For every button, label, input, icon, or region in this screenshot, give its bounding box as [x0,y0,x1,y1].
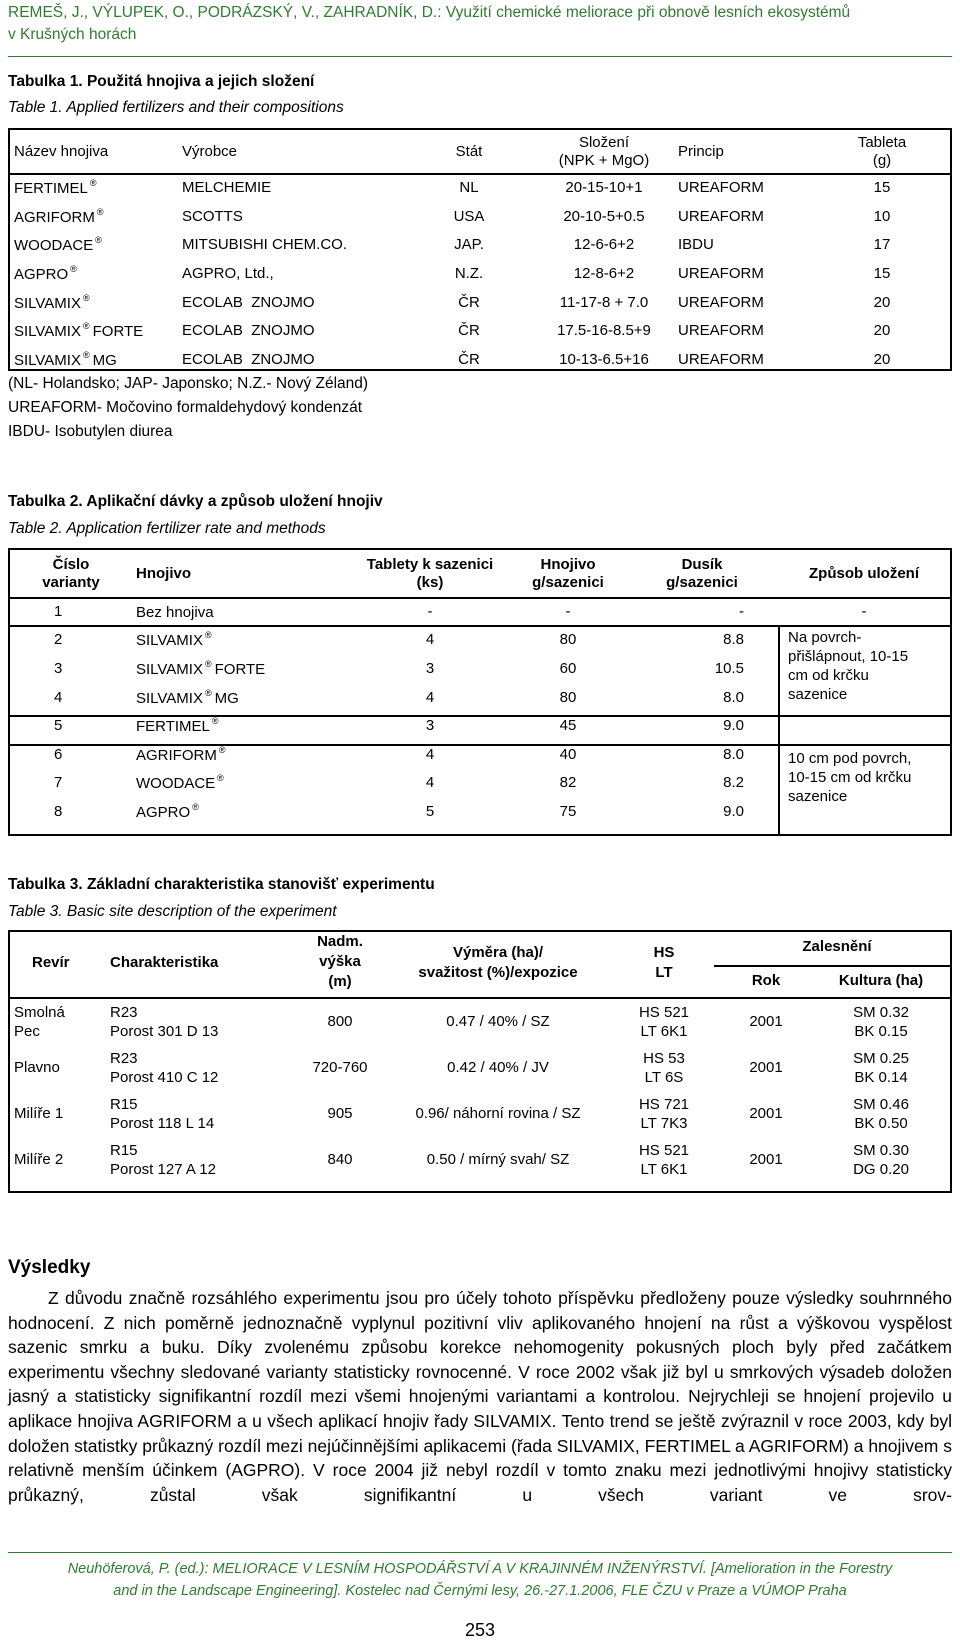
t2-head-nitrogen-l2: g/sazenici [666,573,738,591]
t1-head-composition-l1: Složení [578,133,630,151]
table-row [8,1045,952,1091]
t3-cell-culture-l1: SM 0.30 [853,1142,909,1159]
t2-cell-no: 2 [54,631,63,649]
running-header [8,2,952,46]
t3-head-hs-l1: HS [653,944,675,961]
t3-cell-characteristic [110,1141,290,1179]
t2-cell-no: 1 [54,602,63,620]
t2-head-nitrogen-l1: Dusík [681,555,723,573]
fertilizer-suffix: MG [214,689,239,707]
t2-cell-method [778,711,950,740]
table3-header [8,930,952,997]
t1-cell-state: ČR [458,350,480,368]
fertilizer-name: WOODACE [14,237,94,255]
running-header-line2: v Krušných horách [8,26,137,43]
table-row [10,173,950,202]
t1-head-state: Stát [455,143,483,160]
t1-cell-producer: SCOTTS [182,207,243,225]
table-row [10,597,950,626]
t2-cell-tablets: - [427,602,433,620]
registered-mark: ® [82,292,90,303]
t3-cell-characteristic-l1: R15 [110,1142,138,1159]
table1-caption-cz: Tabulka 1. Použitá hnojiva a jejich složení [8,73,315,90]
t2-head-dose-l1: Hnojivo [540,555,596,573]
t3-cell-culture-l2: BK 0.14 [854,1069,908,1086]
t3-cell-area: 0.96/ náhorní rovina / SZ [415,1105,581,1122]
table1-notes [8,372,368,444]
t2-head-tablets-l2: (ks) [416,573,444,591]
registered-mark: ® [211,716,219,727]
fertilizer-name: SILVAMIX [14,351,81,369]
t3-head-afforestation: Zalesnění [802,938,872,955]
running-footer [8,1558,952,1602]
table1 [10,130,950,374]
t1-head-tablet-l1: Tableta [857,133,907,151]
registered-mark: ® [95,235,102,246]
t3-head-culture: Kultura (ha) [838,972,924,989]
t3-cell-hs [608,1141,720,1179]
t2-cell-dose: 75 [559,802,577,820]
t3-cell-year: 2001 [749,1151,783,1168]
t2-cell-tablets: 4 [425,774,435,792]
t1-head-name: Název hnojiva [14,143,109,160]
t3-head-district: Revír [32,954,70,971]
t3-cell-characteristic-l1: R15 [110,1096,138,1113]
t3-cell-year: 2001 [749,1105,783,1122]
t2-method-a-l1: Na povrch- [788,629,862,646]
t2-cell-nitrogen: 8.0 [723,688,744,706]
t3-head-hs-l2: LT [655,964,673,981]
t2-cell-no: 6 [54,745,63,763]
t3-cell-characteristic-l1: R23 [110,1004,138,1021]
t2-cell-dose: 40 [559,745,577,763]
t3-cell-culture [810,1095,952,1133]
t3-cell-characteristic-l2: Porost 410 C 12 [110,1069,219,1086]
t2-head-variant-l1: Číslo [52,555,90,573]
t3-cell-culture [810,1003,952,1041]
table-row [10,345,950,374]
t1-cell-composition: 17.5-16-8.5+9 [557,322,651,340]
fertilizer-name: AGRIFORM [136,746,217,764]
t1-cell-tablet: 20 [873,322,891,340]
registered-mark: ® [204,630,212,641]
t1-cell-producer: ECOLAB ZNOJMO [182,350,315,368]
t1-head-principle: Princip [678,143,724,160]
t3-cell-hs-l2: LT 7K3 [640,1115,688,1132]
t3-cell-hs [608,1095,720,1133]
table1-note-3: IBDU- Isobutylen diurea [8,423,173,440]
results-heading: Výsledky [8,1257,91,1278]
t2-head-nitrogen [626,550,778,597]
registered-mark: ® [204,687,212,698]
t2-cell-tablets: 4 [425,631,435,649]
t1-cell-name [10,345,178,374]
t1-cell-name [10,288,178,317]
t3-head-altitude [290,932,390,992]
t1-cell-tablet: 15 [873,264,891,282]
t3-cell-characteristic [110,1003,290,1041]
t3-cell-district: Milíře 2 [14,1151,64,1168]
t2-cell-dose: 80 [559,631,577,649]
t1-cell-principle: UREAFORM [678,293,764,311]
fertilizer-suffix: MG [92,351,117,369]
footer-rule [8,1552,952,1553]
t2-cell-nitrogen: - [739,602,744,620]
t2-cell-no: 4 [54,688,63,706]
t3-cell-culture-l1: SM 0.46 [853,1096,909,1113]
t3-cell-culture [810,1141,952,1179]
fertilizer-suffix: FORTE [214,660,266,678]
t1-cell-name [10,259,178,288]
t1-cell-principle: UREAFORM [678,322,764,340]
t2-cell-name [132,740,350,769]
t3-cell-altitude: 800 [327,1013,353,1030]
registered-mark: ® [82,349,90,360]
t2-cell-name [132,626,350,655]
t1-cell-name [10,202,178,231]
table2-header-row [10,550,950,597]
t2-method-b-l3: sazenice [788,788,848,805]
t2-cell-no: 3 [54,659,63,677]
t3-cell-culture-l2: BK 0.15 [854,1023,908,1040]
t1-cell-composition: 10-13-6.5+16 [559,350,649,368]
table-row [8,999,952,1045]
t2-cell-tablets: 4 [425,688,435,706]
t2-method-b-l1: 10 cm pod povrch, [788,750,912,767]
t2-cell-name [132,797,350,826]
t1-cell-tablet: 10 [873,207,891,225]
table1-header-row [10,130,950,173]
t2-cell-nitrogen: 8.0 [723,745,744,763]
fertilizer-suffix: FORTE [92,323,144,341]
t3-cell-altitude: 720-760 [312,1059,368,1076]
t2-cell-dose: - [565,602,571,620]
t3-cell-characteristic-l2: Porost 301 D 13 [110,1023,219,1040]
t2-cell-name [132,711,350,740]
t3-cell-year: 2001 [749,1059,783,1076]
t1-head-composition [534,130,674,173]
t1-cell-producer: ECOLAB ZNOJMO [182,322,315,340]
fertilizer-name: SILVAMIX [14,294,81,312]
t1-cell-principle: IBDU [678,236,714,254]
page-number: 253 [464,1620,496,1640]
t2-cell-name [132,683,350,712]
t1-cell-state: ČR [458,322,480,340]
t1-cell-tablet: 20 [873,350,891,368]
table-row [8,1137,952,1183]
table-row [10,259,950,288]
t3-head-area-l1: Výměra (ha)/ [452,944,544,961]
t3-head-altitude-l3: (m) [328,973,352,990]
t3-cell-year: 2001 [749,1013,783,1030]
table3-caption-en: Table 3. Basic site description of the experiment [8,903,337,920]
t1-cell-composition: 20-10-5+0.5 [563,207,645,225]
table1-caption-en: Table 1. Applied fertilizers and their compositions [8,99,344,116]
table1-note-1: (NL- Holandsko; JAP- Japonsko; N.Z.- Nový Zéland) [8,375,369,392]
table2-caption-cz: Tabulka 2. Aplikační dávky a způsob uložení hnojiv [8,493,383,510]
t2-method-a-l4: sazenice [788,686,848,703]
t2-head-variant-l2: varianty [42,573,100,591]
t3-cell-characteristic [110,1049,290,1087]
t2-method-b-l2: 10-15 cm od krčku [788,769,912,786]
results-paragraph: Z důvodu značně rozsáhlého experimentu jsou pro účely tohoto příspěvku předloženy pouze výsledky souhrnného hodnocení. Z nich poměrně jednoznačně vyplynul pozitivní vliv aplikovaného hnojení na růst a výškovou vyspělost sazenic smrku a buku. Díky zvolenému způsobu korekce nehomogenity pokusných ploch byly před začátkem experimentu všechny sledované varianty statisticky rovnocenné. V roce 2002 však již byl u smrkových výsadeb doložen jasný a statisticky signifikantní rozdíl mezi všemi hnojenými variantami a kontrolou. Nejrychleji se hnojení projevilo u aplikace hnojiva AGRIFORM a u všech aplikací hnojiv řady SILVAMIX. Tento trend se ještě zvýraznil v roce 2003, kdy byl doložen statistky průkazný rozdíl mezi nejúčinnějšími aplikacemi (řada SILVAMIX, FERTIMEL a AGRIFORM) a hnojivem s relativně menším účinkem (AGPRO). V roce 2004 již nebyl rozdíl v tomto znaku mezi jednotlivými hnojivy statisticky průkazný, zůstal však signifikantní u všech variant ve srov- [8,1288,952,1505]
t3-head-hs [608,943,720,983]
table1-note-2: UREAFORM- Močovino formaldehydový kondenzát [8,399,363,416]
t3-cell-culture-l2: DG 0.20 [853,1161,909,1178]
table-row [10,711,950,740]
t2-head-dose-l2: g/sazenici [532,573,604,591]
t2-cell-nitrogen: 9.0 [723,717,744,735]
registered-mark: ® [82,321,90,332]
t3-head-area [388,943,608,983]
t3-cell-culture-l1: SM 0.32 [853,1004,909,1021]
fertilizer-name: Bez hnojiva [136,603,214,621]
t2-cell-tablets: 3 [425,717,435,735]
t3-cell-area: 0.50 / mírný svah/ SZ [426,1151,570,1168]
t1-cell-composition: 11-17-8 + 7.0 [559,293,649,311]
t1-head-tablet [814,130,950,173]
t3-head-altitude-l2: výška [319,953,361,970]
t1-head-tablet-l2: (g) [872,151,892,169]
t2-head-tablets [350,550,510,597]
t3-cell-hs-l1: HS 521 [638,1004,690,1021]
running-footer-line1: Neuhöferová, P. (ed.): MELIORACE V LESNÍM HOSPODÁŘSTVÍ A V KRAJINNÉM INŽENÝRSTVÍ. [Amelioration in the Forestry [67,1561,893,1577]
t2-cell-nitrogen: 9.0 [723,802,744,820]
t3-cell-hs-l1: HS 53 [643,1050,685,1067]
t3-cell-district-l1: Smolná [14,1004,65,1021]
t3-cell-area: 0.47 / 40% / SZ [446,1013,550,1030]
t3-head-altitude-l1: Nadm. [317,933,363,950]
table-row [8,1091,952,1137]
t2-head-fertilizer: Hnojivo [136,565,191,582]
t2-cell-tablets: 4 [425,745,435,763]
table-row [10,230,950,259]
t1-head-producer: Výrobce [182,143,238,160]
t1-cell-composition: 20-15-10+1 [565,178,643,196]
fertilizer-name: SILVAMIX [136,632,203,650]
t3-cell-hs-l1: HS 521 [638,1142,690,1159]
t3-cell-altitude: 905 [327,1105,353,1122]
t1-cell-name [10,173,178,202]
t2-cell-no: 5 [54,717,63,735]
running-footer-line2: and in the Landscape Engineering]. Kostelec nad Černými lesy, 26.-27.1.2006, FLE ČZU v Praze a VÚMOP Praha [113,1583,847,1599]
t3-head-area-l2: svažitost (%)/expozice [418,964,578,981]
table-row [10,316,950,345]
t3-cell-culture-l1: SM 0.25 [853,1050,909,1067]
t2-method-group-b [788,749,948,806]
t2-cell-dose: 82 [559,774,577,792]
fertilizer-name: AGPRO [14,265,69,283]
t3-cell-district [14,1003,104,1041]
registered-mark: ® [70,263,77,274]
t1-cell-state: JAP. [454,236,484,254]
fertilizer-name: SILVAMIX [14,323,81,341]
t1-cell-producer: MELCHEMIE [182,178,272,196]
t1-cell-name [10,230,178,259]
registered-mark: ® [89,177,97,188]
t2-cell-dose: 60 [559,659,577,677]
t1-cell-producer: AGPRO, Ltd., [182,264,274,282]
t3-cell-altitude: 840 [327,1151,353,1168]
t1-cell-tablet: 17 [873,236,891,254]
registered-mark: ® [218,744,226,755]
fertilizer-name: FERTIMEL [14,179,88,197]
t2-method-a-l2: přišlápnout, 10-15 [788,648,909,665]
t3-head-year: Rok [751,972,781,989]
results-text [8,1286,952,1507]
t1-cell-principle: UREAFORM [678,178,764,196]
t1-cell-principle: UREAFORM [678,350,764,368]
t3-cell-culture [810,1049,952,1087]
t2-cell-dose: 80 [559,688,577,706]
t1-cell-name [10,316,178,345]
table-row [10,288,950,317]
t2-cell-no: 8 [54,802,63,820]
fertilizer-name: AGPRO [136,803,191,821]
t2-cell-dose: 45 [559,717,577,735]
t1-cell-state: ČR [458,293,480,311]
t1-cell-producer: MITSUBISHI CHEM.CO. [182,236,348,254]
t2-cell-nitrogen: 8.2 [723,774,744,792]
t2-cell-nitrogen: 10.5 [714,659,744,677]
t2-cell-tablets: 5 [425,802,435,820]
t1-cell-composition: 12-6-6+2 [573,236,635,254]
t2-cell-nitrogen: 8.8 [723,631,744,649]
t1-cell-state: USA [453,207,485,225]
t3-cell-hs [608,1003,720,1041]
fertilizer-name: FERTIMEL [136,718,210,736]
t2-cell-name [132,654,350,683]
fertilizer-name: SILVAMIX [136,660,203,678]
t3-cell-characteristic [110,1095,290,1133]
registered-mark: ® [96,206,104,217]
t2-method-group-a [788,628,948,704]
t2-head-tablets-l1: Tablety k sazenici [366,555,494,573]
t3-cell-hs-l1: HS 721 [638,1096,690,1113]
t2-head-variant [10,550,132,597]
t2-cell-method: - [861,602,867,620]
t2-method-a-l3: cm od krčku [788,667,869,684]
fertilizer-name: WOODACE [136,775,216,793]
table-row [10,202,950,231]
t3-cell-characteristic-l1: R23 [110,1050,138,1067]
t3-cell-district-l2: Pec [14,1023,40,1040]
t1-cell-tablet: 15 [873,178,891,196]
t1-cell-state: N.Z. [454,264,484,282]
running-header-line1: REMEŠ, J., VÝLUPEK, O., PODRÁZSKÝ, V., ZAHRADNÍK, D.: Využití chemické meliorace při obnově lesních ekosystémů [8,4,851,21]
registered-mark: ® [217,773,224,784]
table2-caption-en: Table 2. Application fertilizer rate and methods [8,520,326,537]
t1-cell-composition: 12-8-6+2 [573,264,635,282]
t2-head-dose [510,550,626,597]
t2-cell-no: 7 [54,774,63,792]
t3-cell-district: Milíře 1 [14,1105,64,1122]
t3-cell-culture-l2: BK 0.50 [854,1115,908,1132]
t1-head-composition-l2: (NPK + MgO) [558,151,650,169]
t1-cell-principle: UREAFORM [678,264,764,282]
t2-cell-name [132,597,350,626]
t3-head-characteristic: Charakteristika [110,954,219,971]
t3-cell-hs-l2: LT 6S [644,1069,684,1086]
t3-cell-area: 0.42 / 40% / JV [447,1059,549,1076]
t3-cell-hs [608,1049,720,1087]
t3-cell-hs-l2: LT 6K1 [640,1161,688,1178]
fertilizer-name: SILVAMIX [136,689,203,707]
t2-head-method: Způsob uložení [809,565,919,582]
t1-cell-producer: ECOLAB ZNOJMO [182,293,315,311]
registered-mark: ® [192,801,199,812]
t1-cell-tablet: 20 [873,293,891,311]
t3-cell-district: Plavno [14,1059,60,1076]
fertilizer-name: AGRIFORM [14,208,95,226]
table3-caption-cz: Tabulka 3. Základní charakteristika stanovišť experimentu [8,876,435,893]
registered-mark: ® [204,658,212,669]
table3-body [8,999,952,1183]
header-rule [8,56,952,57]
t3-cell-characteristic-l2: Porost 118 L 14 [110,1115,215,1132]
t1-cell-principle: UREAFORM [678,207,764,225]
t3-cell-characteristic-l2: Porost 127 A 12 [110,1161,216,1178]
t1-cell-state: NL [459,178,479,196]
t3-cell-hs-l2: LT 6K1 [640,1023,688,1040]
t2-cell-name [132,769,350,798]
t2-cell-tablets: 3 [425,659,435,677]
